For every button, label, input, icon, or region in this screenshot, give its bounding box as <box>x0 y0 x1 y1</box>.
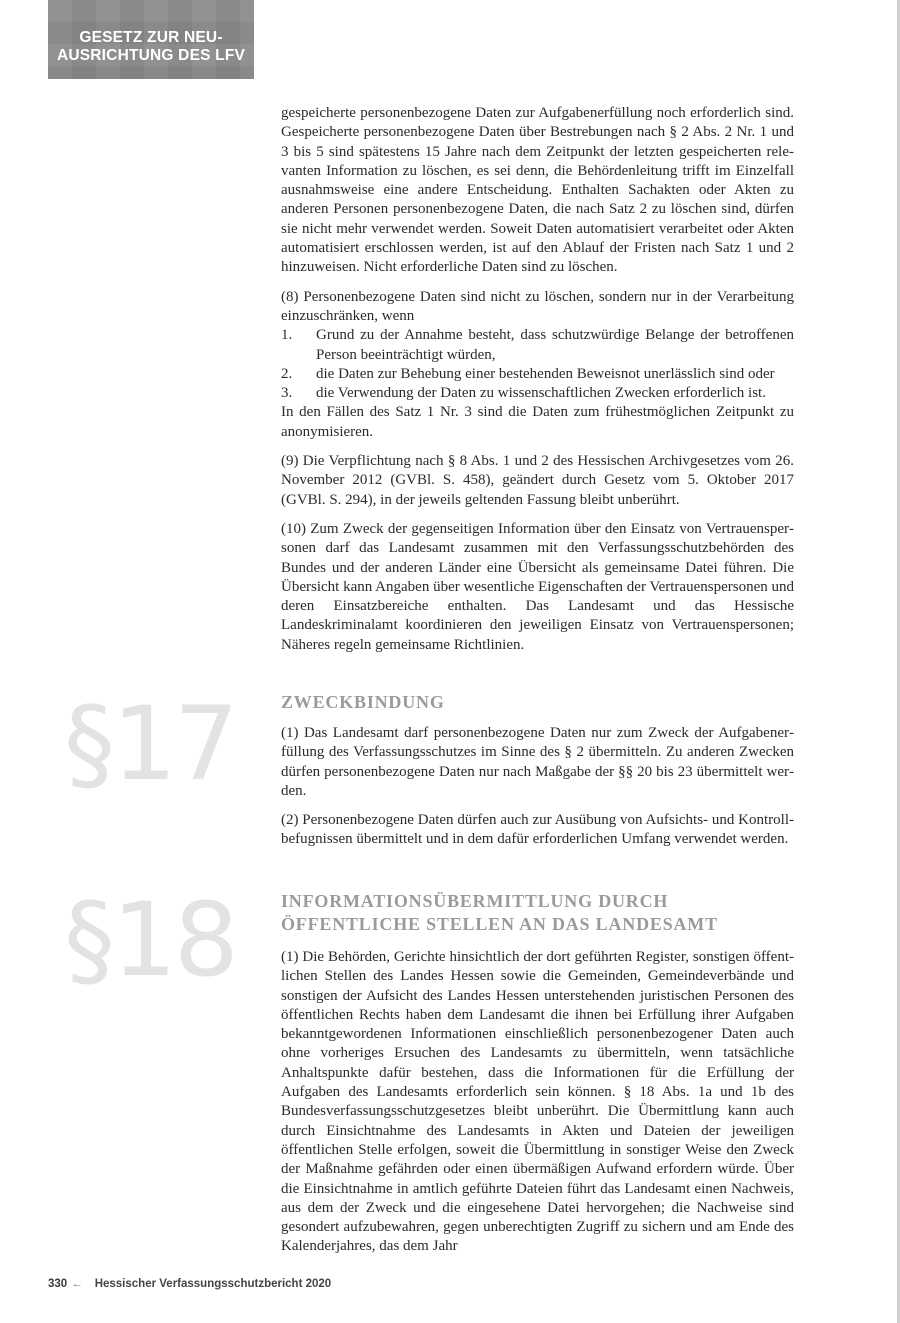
list-item-number: 1. <box>281 327 293 344</box>
list-item-text: die Verwendung der Daten zu wissenschaftlichen Zwecken erforderlich ist. <box>316 385 766 402</box>
back-arrow-icon[interactable]: ← <box>71 1278 83 1290</box>
chapter-header-line-2: AUSRICHTUNG DES LFV <box>56 47 246 64</box>
list-item-text: Grund zu der Annahme besteht, dass schutzwürdige Belange der betroffenen Person beeinträchtigt würden, <box>316 327 794 363</box>
section-17-body <box>281 724 794 860</box>
document-title: Hessischer Verfassungsschutzbericht 2020 <box>94 1278 332 1290</box>
section-18-title <box>281 890 794 936</box>
list-item <box>281 384 794 403</box>
paragraph-8-outro: In den Fällen des Satz 1 Nr. 3 sind die Daten zum frühestmöglichen Zeitpunkt zu anonymisieren. <box>281 404 794 440</box>
section-18-paragraph-1: (1) Die Behörden, Gerichte hinsichtlich der dort geführten Register, sonstigen öffentlichen Stellen des Landes Hessen sowie die Gemeinden, Gemeindeverbände und sonstigen der Aufsicht des Landes Hessen unterstehenden juristischen Personen des öffentlichen Rechts haben dem Landesamt die ihnen bei Erfüllung ihrer Aufgaben bekanntgewordenen Informationen einschließlich personenbezogener Daten auch ohne vorheriges Ersuchen des Landesamts zu übermitteln, wenn tatsächliche Anhaltspunkte dafür bestehen, dass die Informationen für die Erfüllung der Aufgaben des Landesamts erforderlich sein können. § 18 Abs. 1a und 1b des Bundesverfassungsschutzgesetzes bleibt unberührt. Die Übermittlung kann auch durch Einsichtnahme des Landesamts in Akten und Dateien der jeweiligen öffentlichen Stelle erfolgen, soweit die Übermittlung in sonstiger Weise den Zweck der Maßnahme gefährden oder einen übermäßigen Aufwand erfordern würde. Über die Einsichtnahme in amtlich geführte Dateien führt das Landesamt einen Nachweis, aus dem der Zweck und die eingesehene Datei hervorgehen; die Nachweise sind gesondert aufzubewahren, gegen unberechtigten Zugriff zu sichern und am Ende des Kalenderjahres, das dem Jahr <box>281 949 794 1255</box>
paragraph-9: (9) Die Verpflichtung nach § 8 Abs. 1 und 2 des Hessischen Archivgesetzes vom 26. November 2012 (GVBl. S. 458), geändert durch Gesetz vom 5. Oktober 2017 (GVBl. S. 294), in der jeweils geltenden Fassung bleibt unberührt. <box>281 453 794 508</box>
chapter-header-tab <box>48 0 254 79</box>
list-item-text: die Daten zur Behebung einer bestehenden Beweisnot unerlässlich sind oder <box>316 365 775 382</box>
section-18-number: §18 <box>64 881 236 1000</box>
list-item <box>281 365 794 384</box>
list-item-number: 2. <box>281 365 293 382</box>
chapter-header-line-1: GESETZ ZUR NEU- <box>79 29 223 46</box>
paragraph-10: (10) Zum Zweck der gegenseitigen Information über den Einsatz von Vertrauenspersonen darf das Landesamt zusammen mit den Verfassungsschutzbehörden des Bundes und der anderen Länder eine Übersicht als gemeinsame Datei führen. Die Übersicht kann Angaben über wesentliche Eigenschaften der Vertrauenspersonen und deren Einsatzbereiche enthalten. Das Landesamt und das Hessische Landeskriminalamt koordinieren den jeweiligen Einsatz von Vertrauenspersonen; Näheres regeln gemeinsame Richtlinien. <box>281 520 794 653</box>
paragraph-8-intro: (8) Personenbezogene Daten sind nicht zu löschen, sondern nur in der Verarbeitung einzuschränken, wenn <box>281 288 794 324</box>
continued-text-block <box>281 104 794 665</box>
section-18-title-line-2: ÖFFENTLICHE STELLEN AN DAS LANDESAMT <box>281 914 718 934</box>
list-item <box>281 326 794 365</box>
section-17-number: §17 <box>64 685 236 804</box>
section-18-body <box>281 948 794 1267</box>
page-number: 330 <box>48 1278 68 1290</box>
section-18-title-line-1: INFORMATIONSÜBERMITTLUNG DURCH <box>281 891 669 911</box>
page-footer <box>48 1278 331 1290</box>
list-item-number: 3. <box>281 385 293 402</box>
section-17-paragraph-1: (1) Das Landesamt darf personenbezogene Daten nur zum Zweck der Aufgabenerfüllung des Verfassungsschutzes im Sinne des § 2 übermitteln. Zu anderen Zwecken dürfen personenbezogene Daten nur nach Maßgabe der §§ 20 bis 23 übermittelt werden. <box>281 725 794 799</box>
section-17-paragraph-2: (2) Personenbezogene Daten dürfen auch zur Ausübung von Aufsichts- und Kontrollbefugnissen übermittelt und in dem dafür erforderlichen Umfang verwendet werden. <box>281 812 794 848</box>
paragraph-7-continued: gespeicherte personenbezogene Daten zur Aufgabenerfüllung noch erforderlich sind. Gespeicherte personenbezogene Daten über Bestrebungen nach § 2 Abs. 2 Nr. 1 und 3 bis 5 sind spätestens 15 Jahre nach dem Zeitpunkt der letzten gespeicherten relevanten Information zu löschen, es sei denn, die Behördenleitung trifft im Einzelfall ausnahmsweise eine andere Entscheidung. Enthalten Sachakten oder Akten zu anderen Personen personenbezogene Daten, die nach Satz 2 zu löschen sind, dürfen sie nicht mehr verwendet werden. Soweit Daten automatisiert verarbeitet oder Akten automatisiert erschlossen werden, ist auf den Ablauf der Fristen nach Satz 1 und 2 hinzuweisen. Nicht erforderliche Daten sind zu löschen. <box>281 105 794 276</box>
section-17-title: ZWECKBINDUNG <box>281 692 445 712</box>
paragraph-8-list <box>281 326 794 403</box>
